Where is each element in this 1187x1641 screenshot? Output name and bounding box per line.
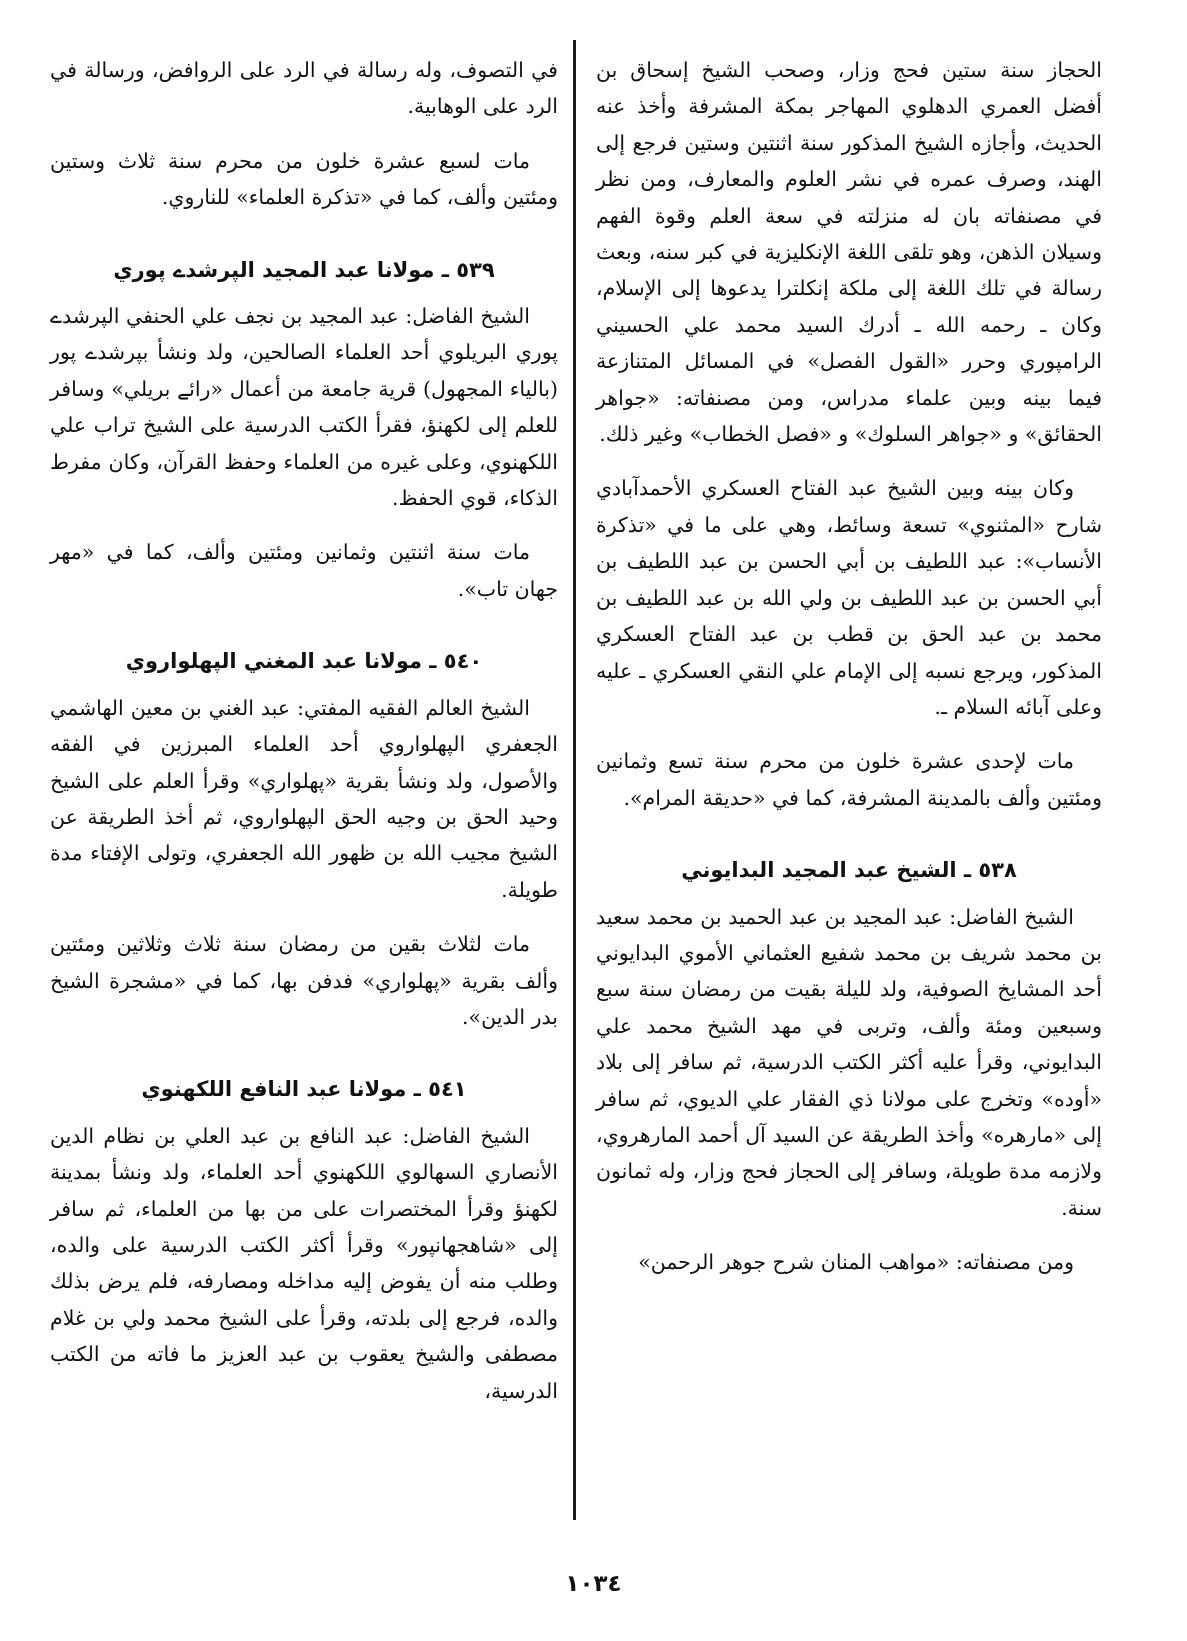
left-column [50,52,558,1427]
paragraph: مات لإحدى عشرة خلون من محرم سنة تسع وثمانين ومئتين وألف بالمدينة المشرفة، كما في «حديقة المرام». [596,749,1102,810]
paragraph: الشيخ الفاضل: عبد المجيد بن نجف علي الحنفي الپرشدے پوري البريلوي أحد العلماء الصالحين، ولد ونشأ بپرشدے پور (بالياء المجهول) قرية جامعة من أعمال «رائے بريلي» وسافر للعلم إلى لكهنؤ، فقرأ الكتب الدرسية على الشيخ تراب علي اللكهنوي، وعلى غيره من العلماء وحفظ القرآن، وكان مفرط الذكاء، قوي الحفظ. [50,304,558,511]
page-number: ١٠٣٤ [565,1571,622,1597]
right-column [596,52,1102,1299]
entry-heading: ٥٤١ ـ مولانا عبد النافع اللكهنوي [141,1077,467,1102]
entry-heading: ٥٣٩ ـ مولانا عبد المجيد الپرشدے پوري [113,257,495,282]
paragraph: مات سنة اثنتين وثمانين ومئتين وألف، كما في «مهر جهان تاب». [50,540,558,601]
paragraph: وكان بينه وبين الشيخ عبد الفتاح العسكري الأحمدآبادي شارح «المثنوي» تسعة وسائط، وهي على ما في «تذكرة الأنساب»: عبد اللطيف بن أبي الحسن بن عبد اللطيف بن أبي الحسن بن عبد اللطيف بن ولي الله بن عبد اللطيف بن محمد بن عبد الحق بن قطب بن عبد الفتاح العسكري المذكور، ويرجع نسبه إلى الإمام علي النقي العسكري ـ عليه وعلى آبائه السلام ـ. [596,476,1102,719]
paragraph: الحجاز سنة ستين فحج وزار، وصحب الشيخ إسحاق بن أفضل العمري الدهلوي المهاجر بمكة المشرفة وأخذ عنه الحديث، وأجازه الشيخ المذكور سنة اثنتين وستين فرجع إلى الهند، وصرف عمره في نشر العلوم والمعارف، ومن نظر في مصنفاته بان له منزلته في سعة العلم وقوة الفهم وسيلان الذهن، وهو تلقى اللغة الإنكليزية في كبر سنه، وبعث رسالة في تلك اللغة إلى ملكة إنكلترا يدعوها إلى الإسلام، وكان ـ رحمه الله ـ أدرك السيد محمد علي الحسيني الرامپوري وحرر «القول الفصل» في المسائل المتنازعة فيما بينه وبين علماء مدراس، ومن مصنفاته: «جواهر الحقائق» و «جواهر السلوك» و «فصل الخطاب» وغير ذلك. [596,58,1102,447]
paragraph: مات لثلاث بقين من رمضان سنة ثلاث وثلاثين ومئتين وألف بقرية «پهلواري» فدفن بها، كما في «مشجرة الشيخ بدر الدين». [50,932,558,1029]
paragraph: الشيخ العالم الفقيه المفتي: عبد الغني بن معين الهاشمي الجعفري الپهلواروي أحد العلماء المبرزين في الفقه والأصول، ولد ونشأ بقرية «پهلواري» وقرأ العلم على الشيخ وحيد الحق بن وجيه الحق الپهلواروي، ثم أخذ الطريقة عن الشيخ مجيب الله بن ظهور الله الجعفري، وتولى الإفتاء مدة طويلة. [50,695,558,902]
paragraph: في التصوف، وله رسالة في الرد على الروافض، ورسالة في الرد على الوهابية. [50,58,558,119]
column-divider [573,40,576,1520]
paragraph: الشيخ الفاضل: عبد النافع بن عبد العلي بن نظام الدين الأنصاري السهالوي اللكهنوي أحد العلماء، ولد ونشأ بمدينة لكهنؤ وقرأ المختصرات على من بها من العلماء، ثم سافر إلى «شاهجهانپور» وقرأ أكثر الكتب الدرسية على والده، وطلب منه أن يفوض إليه مداخله ومصارفه، فلم يرض بذلك والده، فرجع إلى بلدته، وقرأ على الشيخ محمد ولي بن غلام مصطفى والشيخ يعقوب بن عبد العزيز ما فاته من الكتب الدرسية، [50,1123,558,1403]
entry-heading: ٥٤٠ ـ مولانا عبد المغني الپهلواروي [125,649,483,674]
paragraph: الشيخ الفاضل: عبد المجيد بن عبد الحميد بن محمد سعيد بن محمد شريف بن محمد شفيع العثماني الأموي البدايوني أحد المشايخ الصوفية، ولد لليلة بقيت من رمضان سنة سبع وسبعين ومئة وألف، وتربى في مهد الشيخ محمد علي البدايوني، وقرأ عليه أكثر الكتب الدرسية، ثم سافر إلى بلاد «أوده» وتخرج على مولانا ذي الفقار علي الديوي، ثم سافر إلى «مارهره» وأخذ الطريقة عن السيد آل أحمد المارهروي، ولازمه مدة طويلة، وسافر إلى الحجاز فحج وزار، وله ثمانون سنة. [596,904,1102,1220]
paragraph: ومن مصنفاته: «مواهب المنان شرح جوهر الرحمن» [638,1250,1074,1275]
paragraph: مات لسبع عشرة خلون من محرم سنة ثلاث وستين ومئتين وألف، كما في «تذكرة العلماء» للناروي. [50,148,558,210]
entry-heading: ٥٣٨ ـ الشيخ عبد المجيد البدايوني [681,858,1017,883]
